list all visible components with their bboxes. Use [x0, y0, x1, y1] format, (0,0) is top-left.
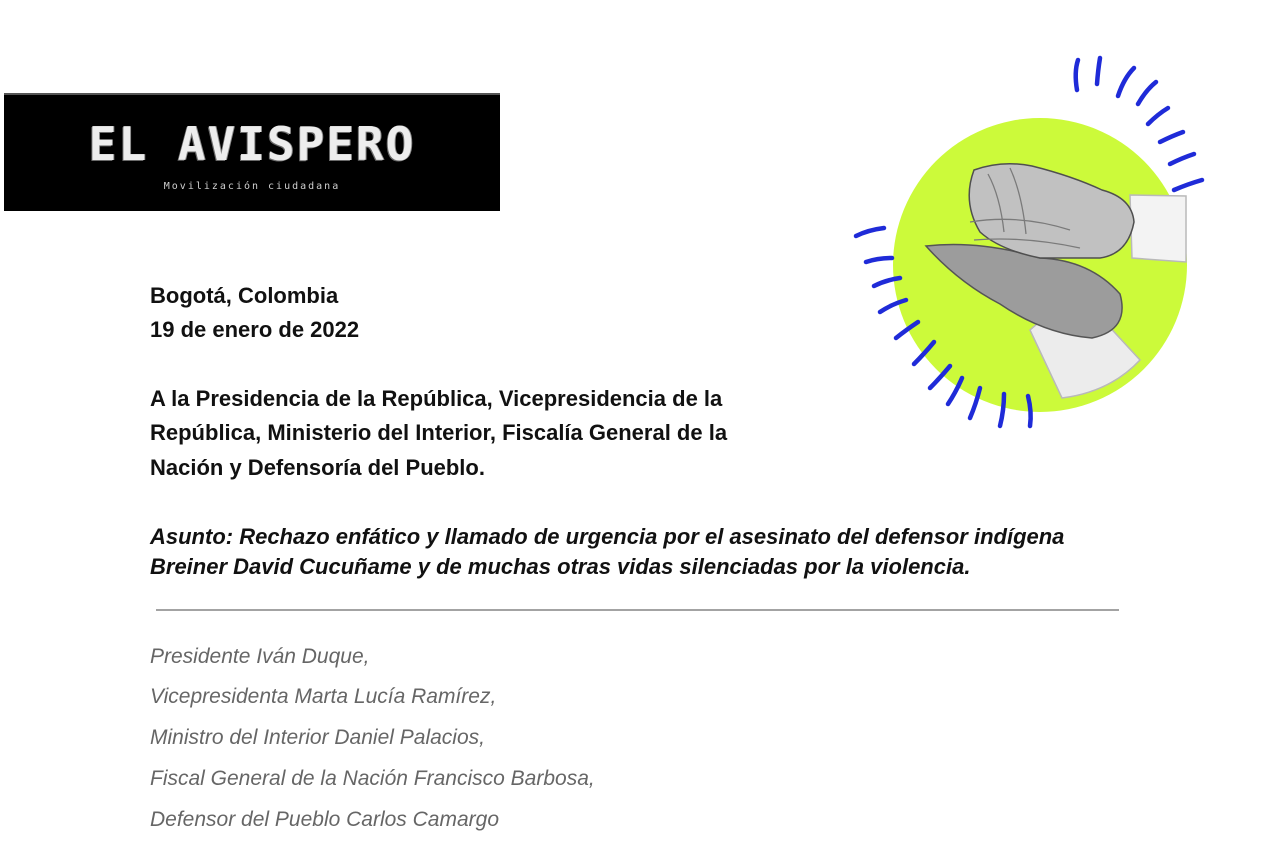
salutation-line: Fiscal General de la Nación Francisco Barbosa, — [150, 767, 595, 790]
salutation-line: Ministro del Interior Daniel Palacios, — [150, 726, 485, 749]
hands-illustration — [848, 52, 1212, 437]
salutation-line: Defensor del Pueblo Carlos Camargo — [150, 808, 500, 831]
recipients-line: A la Presidencia de la República, Vicepresidencia de la — [150, 386, 723, 411]
logo-title: EL AVISPERO — [88, 117, 416, 171]
subject-line: Breiner David Cucuñame y de muchas otras vidas silenciadas por la violencia. — [150, 554, 971, 579]
recipients-line: República, Ministerio del Interior, Fiscalía General de la — [150, 420, 728, 445]
subject-line: Asunto: Rechazo enfático y llamado de urgencia por el asesinato del defensor indígena — [150, 524, 1065, 549]
divider — [156, 609, 1119, 611]
recipients-line: Nación y Defensoría del Pueblo. — [150, 455, 485, 480]
salutation-line: Vicepresidenta Marta Lucía Ramírez, — [150, 685, 497, 708]
letter-place: Bogotá, Colombia — [150, 283, 339, 308]
logo-subtitle: Movilización ciudadana — [163, 181, 341, 192]
logo-banner — [4, 93, 500, 211]
letter-date: 19 de enero de 2022 — [150, 317, 360, 342]
salutation-line: Presidente Iván Duque, — [150, 645, 370, 668]
